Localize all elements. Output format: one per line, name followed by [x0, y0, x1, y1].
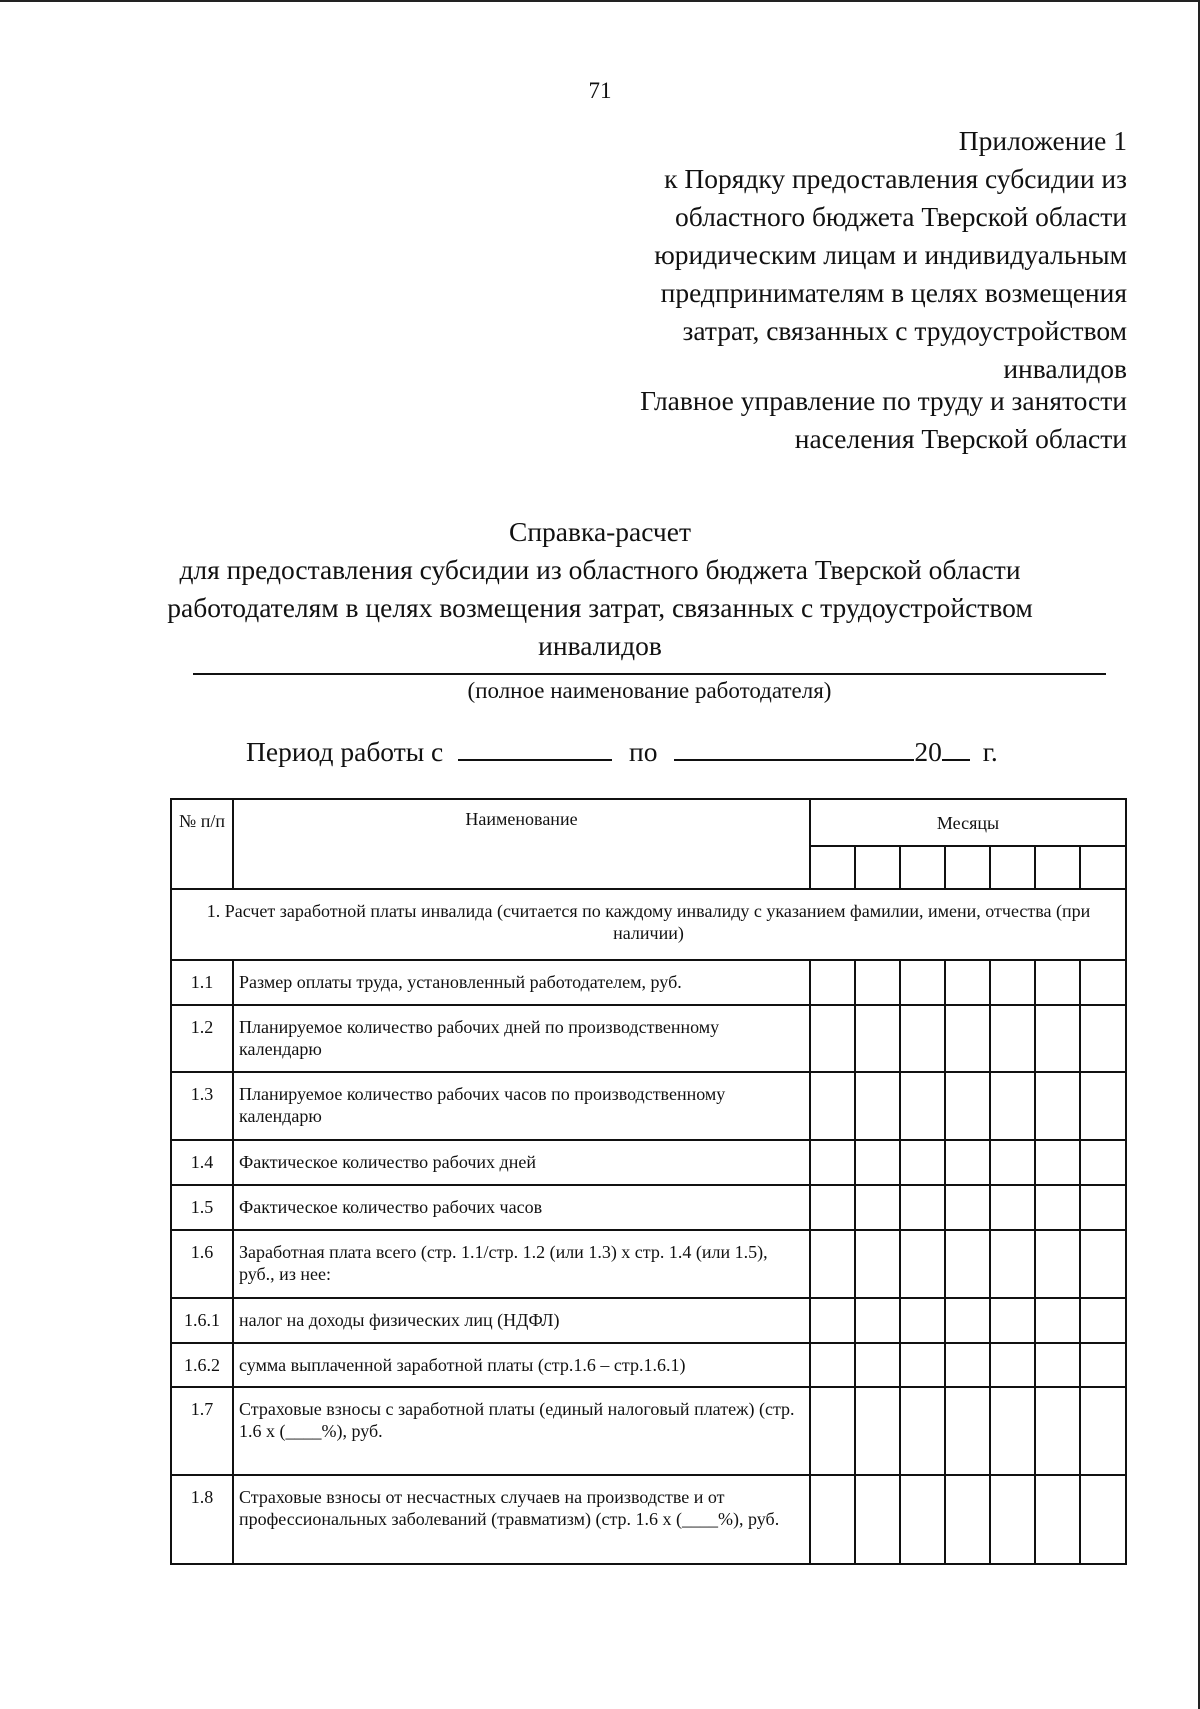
month-value-cell[interactable] — [1035, 1072, 1080, 1140]
appendix-line: к Порядку предоставления субсидии из — [664, 163, 1127, 194]
addressee-line: Главное управление по труду и занятости — [640, 385, 1127, 416]
row-name: сумма выплаченной заработной платы (стр.1.6 – стр.1.6.1) — [233, 1343, 810, 1387]
month-value-cell[interactable] — [810, 1387, 855, 1475]
month-value-cell[interactable] — [810, 960, 855, 1005]
document-title: Справка-расчет — [509, 516, 691, 547]
month-value-cell[interactable] — [1080, 1298, 1126, 1343]
month-value-cell[interactable] — [990, 1343, 1035, 1387]
month-value-cell[interactable] — [990, 1005, 1035, 1072]
month-value-cell[interactable] — [900, 1475, 945, 1564]
month-value-cell[interactable] — [990, 1387, 1035, 1475]
month-value-cell[interactable] — [900, 1298, 945, 1343]
month-value-cell[interactable] — [945, 1298, 990, 1343]
appendix-line: юридическим лицам и индивидуальным — [654, 239, 1127, 270]
period-year-suffix: г. — [982, 736, 998, 767]
month-value-cell[interactable] — [1080, 1072, 1126, 1140]
month-value-cell[interactable] — [855, 1298, 900, 1343]
month-value-cell[interactable] — [855, 1072, 900, 1140]
period-to-label: по — [629, 736, 658, 767]
row-name: Планируемое количество рабочих часов по производственному календарю — [233, 1072, 810, 1140]
work-period — [246, 733, 998, 768]
row-name: налог на доходы физических лиц (НДФЛ) — [233, 1298, 810, 1343]
appendix-block — [567, 122, 1127, 388]
month-value-cell[interactable] — [1035, 1230, 1080, 1298]
row-num: 1.2 — [171, 1005, 233, 1072]
addressee-block — [527, 382, 1127, 458]
month-value-cell[interactable] — [900, 1185, 945, 1230]
month-value-cell[interactable] — [945, 1230, 990, 1298]
row-num: 1.1 — [171, 960, 233, 1005]
employer-name-field[interactable] — [193, 673, 1106, 675]
appendix-line: затрат, связанных с трудоустройством — [682, 315, 1127, 346]
month-value-cell[interactable] — [855, 1343, 900, 1387]
month-value-cell[interactable] — [945, 960, 990, 1005]
month-value-cell[interactable] — [945, 1140, 990, 1185]
month-value-cell[interactable] — [990, 1140, 1035, 1185]
month-value-cell[interactable] — [855, 1185, 900, 1230]
month-value-cell[interactable] — [990, 1185, 1035, 1230]
row-name: Планируемое количество рабочих дней по производственному календарю — [233, 1005, 810, 1072]
month-value-cell[interactable] — [1080, 1140, 1126, 1185]
appendix-line: инвалидов — [1003, 353, 1127, 384]
month-value-cell[interactable] — [855, 1140, 900, 1185]
month-value-cell[interactable] — [810, 1185, 855, 1230]
row-name: Фактическое количество рабочих дней — [233, 1140, 810, 1185]
row-name: Размер оплаты труда, установленный работодателем, руб. — [233, 960, 810, 1005]
row-num: 1.6.1 — [171, 1298, 233, 1343]
month-value-cell[interactable] — [1035, 1185, 1080, 1230]
month-value-cell[interactable] — [1080, 1230, 1126, 1298]
month-value-cell[interactable] — [900, 1230, 945, 1298]
month-header-cell — [855, 846, 900, 889]
row-num: 1.4 — [171, 1140, 233, 1185]
row-num: 1.3 — [171, 1072, 233, 1140]
month-value-cell[interactable] — [1080, 1005, 1126, 1072]
header-name: Наименование — [233, 799, 810, 889]
subtitle-line: работодателям в целях возмещения затрат, связанных с трудоустройством — [167, 592, 1033, 623]
subtitle-line: для предоставления субсидии из областного бюджета Тверской области — [179, 554, 1021, 585]
month-value-cell[interactable] — [945, 1387, 990, 1475]
month-value-cell[interactable] — [1080, 1475, 1126, 1564]
month-value-cell[interactable] — [1035, 1387, 1080, 1475]
appendix-line: предпринимателям в целях возмещения — [660, 277, 1127, 308]
month-value-cell[interactable] — [855, 960, 900, 1005]
appendix-line: Приложение 1 — [958, 125, 1127, 156]
month-value-cell[interactable] — [900, 1072, 945, 1140]
appendix-line: областного бюджета Тверской области — [675, 201, 1127, 232]
month-value-cell[interactable] — [810, 1005, 855, 1072]
period-label: Период работы с — [246, 736, 444, 767]
month-value-cell[interactable] — [945, 1343, 990, 1387]
month-value-cell[interactable] — [990, 1072, 1035, 1140]
month-value-cell[interactable] — [900, 1387, 945, 1475]
row-name: Страховые взносы с заработной платы (единый налоговый платеж) (стр. 1.6 х (____%), руб. — [233, 1387, 810, 1475]
month-value-cell[interactable] — [900, 1140, 945, 1185]
month-value-cell[interactable] — [1080, 960, 1126, 1005]
employer-name-caption: (полное наименование работодателя) — [467, 678, 832, 703]
month-value-cell[interactable] — [810, 1140, 855, 1185]
page-number: 71 — [588, 78, 612, 103]
month-value-cell[interactable] — [900, 1005, 945, 1072]
row-num: 1.6 — [171, 1230, 233, 1298]
document-subtitle — [150, 551, 1050, 665]
month-value-cell[interactable] — [810, 1298, 855, 1343]
period-year-field[interactable] — [942, 733, 970, 761]
calculation-table — [170, 798, 1127, 1565]
month-header-cell — [945, 846, 990, 889]
month-value-cell[interactable] — [945, 1475, 990, 1564]
month-header-cell — [1035, 846, 1080, 889]
row-name: Фактическое количество рабочих часов — [233, 1185, 810, 1230]
month-value-cell[interactable] — [810, 1343, 855, 1387]
month-value-cell[interactable] — [1035, 1298, 1080, 1343]
month-header-cell — [1080, 846, 1126, 889]
row-name: Страховые взносы от несчастных случаев на производстве и от профессиональных заболеваний (травматизм) (стр. 1.6 х (____%), руб. — [233, 1475, 810, 1564]
month-header-cell — [810, 846, 855, 889]
row-num: 1.5 — [171, 1185, 233, 1230]
month-value-cell[interactable] — [855, 1230, 900, 1298]
month-value-cell[interactable] — [990, 1475, 1035, 1564]
month-value-cell[interactable] — [1035, 1343, 1080, 1387]
row-num: 1.6.2 — [171, 1343, 233, 1387]
month-header-cell — [990, 846, 1035, 889]
scan-top-edge — [0, 0, 1200, 2]
section-header: 1. Расчет заработной платы инвалида (считается по каждому инвалиду с указанием фамилии, имени, отчества (при наличии) — [171, 889, 1126, 960]
header-num: № п/п — [171, 799, 233, 889]
month-value-cell[interactable] — [990, 1298, 1035, 1343]
row-num: 1.8 — [171, 1475, 233, 1564]
month-value-cell[interactable] — [945, 1185, 990, 1230]
month-value-cell[interactable] — [1080, 1387, 1126, 1475]
month-value-cell[interactable] — [855, 1005, 900, 1072]
month-value-cell[interactable] — [1080, 1185, 1126, 1230]
month-value-cell[interactable] — [945, 1005, 990, 1072]
period-from-field[interactable] — [458, 733, 612, 761]
month-value-cell[interactable] — [990, 1230, 1035, 1298]
period-to-field[interactable] — [674, 733, 914, 761]
month-value-cell[interactable] — [900, 1343, 945, 1387]
month-value-cell[interactable] — [810, 1072, 855, 1140]
row-name: Заработная плата всего (стр. 1.1/стр. 1.2 (или 1.3) х стр. 1.4 (или 1.5), руб., из нее: — [233, 1230, 810, 1298]
addressee-line: населения Тверской области — [794, 423, 1127, 454]
month-value-cell[interactable] — [990, 960, 1035, 1005]
month-value-cell[interactable] — [900, 960, 945, 1005]
month-value-cell[interactable] — [1035, 1005, 1080, 1072]
header-months: Месяцы — [810, 799, 1126, 846]
month-value-cell[interactable] — [1080, 1343, 1126, 1387]
period-year-prefix: 20 — [914, 736, 942, 767]
month-value-cell[interactable] — [810, 1475, 855, 1564]
subtitle-line: инвалидов — [538, 630, 662, 661]
month-header-cell — [900, 846, 945, 889]
row-num: 1.7 — [171, 1387, 233, 1475]
month-value-cell[interactable] — [855, 1387, 900, 1475]
month-value-cell[interactable] — [1035, 1140, 1080, 1185]
month-value-cell[interactable] — [810, 1230, 855, 1298]
month-value-cell[interactable] — [1035, 960, 1080, 1005]
month-value-cell[interactable] — [855, 1475, 900, 1564]
month-value-cell[interactable] — [945, 1072, 990, 1140]
month-value-cell[interactable] — [1035, 1475, 1080, 1564]
